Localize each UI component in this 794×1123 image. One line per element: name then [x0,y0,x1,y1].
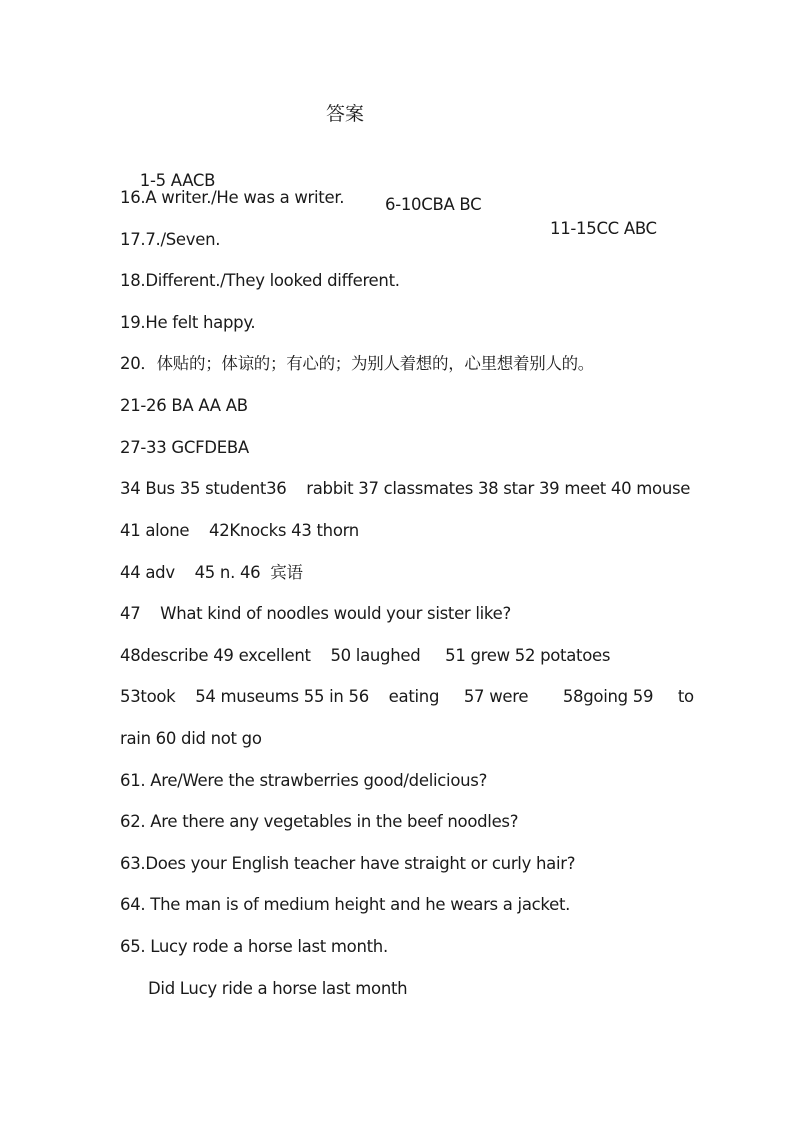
answer-11-15: 11-15CC ABC [550,219,657,238]
answer-21-26: 21-26 BA AA AB [120,396,248,415]
answer-59-60: rain 60 did not go [120,729,262,748]
answer-61: 61. Are/Were the strawberries good/delicious? [120,771,488,790]
answer-20: 20．体贴的；体谅的；有心的；为别人着想的，心里想着别人的。 [120,354,594,373]
answer-48-52: 48describe 49 excellent 50 laughed 51 grew 52 potatoes [120,646,611,665]
answer-64: 64. The man is of medium height and he wears a jacket. [120,895,571,914]
answer-27-33: 27-33 GCFDEBA [120,438,249,457]
answer-1-5: 1-5 AACB [139,171,216,190]
page-title: 答案 [325,103,364,125]
answer-18: 18.Different./They looked different. [120,271,400,290]
answer-19: 19.He felt happy. [120,313,256,332]
answer-16: 16.A writer./He was a writer. [120,188,345,207]
answer-65-question: Did Lucy ride a horse last month [148,979,408,998]
answer-6-10: 6-10CBA BC [385,195,482,214]
answer-17: 17.7./Seven. [120,230,221,249]
answer-41-43: 41 alone 42Knocks 43 thorn [120,521,359,540]
answer-34-40: 34 Bus 35 student36 rabbit 37 classmates 38 star 39 meet 40 mouse [120,479,691,498]
answer-47: 47 What kind of noodles would your sister like? [120,604,511,623]
answer-53-59: 53took 54 museums 55 in 56 eating 57 were 58going 59 to [120,687,694,706]
answer-65: 65. Lucy rode a horse last month. [120,937,388,956]
answer-63: 63.Does your English teacher have straight or curly hair? [120,854,576,873]
answer-62: 62. Are there any vegetables in the beef noodles? [120,812,519,831]
answer-44-46: 44 adv 45 n. 46 宾语 [120,563,303,582]
